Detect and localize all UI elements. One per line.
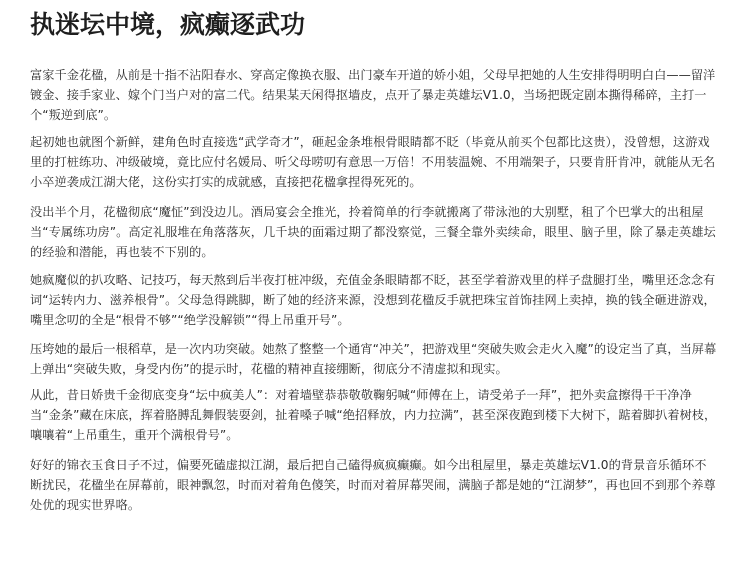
paragraph-3: 没出半个月，花楹彻底“魔怔”到没边儿。酒局宴会全推光，拎着简单的行李就搬离了带泳池的大别墅，租了个巴掌大的出租屋当“专属练功房”。高定礼服堆在角落落灰，几千块的面霜过期了都没察觉，三餐全靠外卖续命，眼里、脑子里，除了暴走英雄坛的经验和潜能，再也装不下别的。 <box>30 205 716 259</box>
article-title: 执迷坛中境，疯癫逐武功 <box>30 10 306 39</box>
paragraph-4: 她疯魔似的扒攻略、记技巧，每天熬到后半夜打桩冲级，充值金条眼睛都不眨，甚至学着游戏里的样子盘腿打坐，嘴里还念念有词“运转内力、滋养根骨”。父母急得跳脚，断了她的经济来源，没想到花楹反手就把珠宝首饰挂网上卖掉，换的钱全砸进游戏，嘴里念叨的全是“根骨不够”“绝学没解锁”“得上吊重开号”。 <box>30 273 716 327</box>
paragraph-6: 从此，昔日娇贵千金彻底变身“坛中疯美人”：对着墙壁恭恭敬敬鞠躬喊“师傅在上，请受弟子一拜”，把外卖盒擦得干干净净当“金条”藏在床底，挥着胳膊乱舞假装耍剑，扯着嗓子喊“绝招释放，内力拉满”，甚至深夜跑到楼下大树下，踮着脚扒着树枝，嚷嚷着“上吊重生，重开个满根骨号”。 <box>30 388 717 442</box>
paragraph-7: 好好的锦衣玉食日子不过，偏要死磕虚拟江湖，最后把自己磕得疯疯癫癫。如今出租屋里，暴走英雄坛V1.0的背景音乐循环不断扰民，花楹坐在屏幕前，眼神飘忽，时而对着角色傻笑，时而对着屏幕哭闹，满脑子都是她的“江湖梦”，再也回不到那个养尊处优的现实世界咯。 <box>30 458 716 512</box>
paragraph-2: 起初她也就图个新鲜，建角色时直接选“武学奇才”，砸起金条堆根骨眼睛都不眨（毕竟从前买个包都比这贵），没曾想，这游戏里的打桩练功、冲级破境，竟比应付名媛局、听父母唠叨有意思一万倍！不用装温婉、不用端架子，只要肯肝肯冲，就能从无名小卒逆袭成江湖大佬，这份实打实的成就感，直接把花楹拿捏得死死的。 <box>30 135 716 189</box>
paragraph-5: 压垮她的最后一根稻草，是一次内功突破。她熬了整整一个通宵“冲关”，把游戏里“突破失败会走火入魔”的设定当了真，当屏幕上弹出“突破失败，身受内伤”的提示时，花楹的精神直接绷断，彻底分不清虚拟和现实。 <box>30 342 717 376</box>
paragraph-1: 富家千金花楹，从前是十指不沾阳春水、穿高定像换衣服、出门豪车开道的娇小姐，父母早把她的人生安排得明明白白——留洋镀金、接手家业、嫁个门当户对的富二代。结果某天闲得抠墙皮，点开了暴走英雄坛V1.0，当场把既定剧本撕得稀碎，主打一个“叛逆到底”。 <box>30 68 716 122</box>
